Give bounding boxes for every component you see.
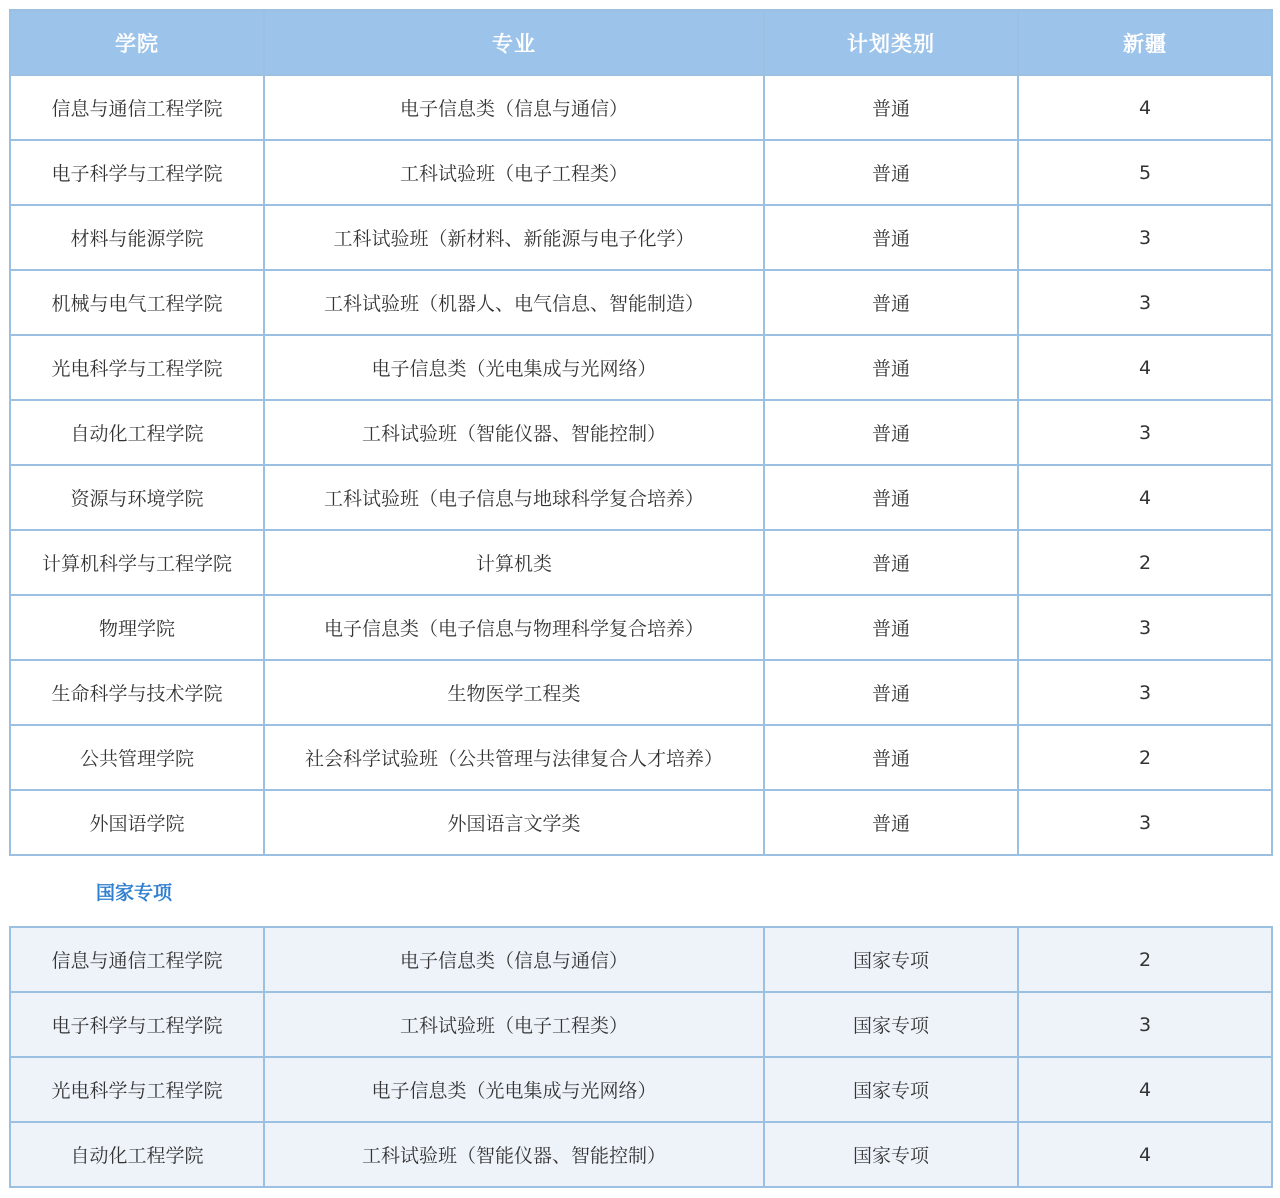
major-cell: 电子信息类（光电集成与光网络） <box>264 1057 764 1122</box>
special-enrollment-table <box>9 926 1273 1188</box>
count-cell: 3 <box>1018 660 1272 725</box>
table-row <box>10 270 1272 335</box>
count-cell: 2 <box>1018 725 1272 790</box>
major-cell: 社会科学试验班（公共管理与法律复合人才培养） <box>264 725 764 790</box>
college-cell: 材料与能源学院 <box>10 205 264 270</box>
major-cell: 生物医学工程类 <box>264 660 764 725</box>
major-cell: 工科试验班（机器人、电气信息、智能制造） <box>264 270 764 335</box>
major-cell: 电子信息类（光电集成与光网络） <box>264 335 764 400</box>
plan-type-cell: 国家专项 <box>764 1122 1018 1187</box>
count-cell: 2 <box>1018 927 1272 992</box>
table-row <box>10 790 1272 855</box>
major-cell: 工科试验班（新材料、新能源与电子化学） <box>264 205 764 270</box>
table-row <box>10 595 1272 660</box>
count-cell: 3 <box>1018 400 1272 465</box>
enrollment-table <box>9 9 1273 856</box>
header-xinjiang: 新疆 <box>1018 10 1272 75</box>
count-cell: 4 <box>1018 75 1272 140</box>
college-cell: 光电科学与工程学院 <box>10 335 264 400</box>
major-cell: 电子信息类（信息与通信） <box>264 927 764 992</box>
major-cell: 工科试验班（电子信息与地球科学复合培养） <box>264 465 764 530</box>
plan-type-cell: 普通 <box>764 270 1018 335</box>
plan-type-cell: 普通 <box>764 660 1018 725</box>
college-cell: 计算机科学与工程学院 <box>10 530 264 595</box>
plan-type-cell: 普通 <box>764 75 1018 140</box>
plan-type-cell: 普通 <box>764 790 1018 855</box>
count-cell: 5 <box>1018 140 1272 205</box>
college-cell: 自动化工程学院 <box>10 400 264 465</box>
table-header-row <box>10 10 1272 75</box>
table-row <box>10 725 1272 790</box>
plan-type-cell: 普通 <box>764 595 1018 660</box>
count-cell: 3 <box>1018 595 1272 660</box>
table-row <box>10 1122 1272 1187</box>
major-cell: 电子信息类（信息与通信） <box>264 75 764 140</box>
count-cell: 2 <box>1018 530 1272 595</box>
table-row <box>10 1057 1272 1122</box>
plan-type-cell: 国家专项 <box>764 927 1018 992</box>
plan-type-cell: 普通 <box>764 725 1018 790</box>
college-cell: 生命科学与技术学院 <box>10 660 264 725</box>
count-cell: 3 <box>1018 270 1272 335</box>
plan-type-cell: 普通 <box>764 140 1018 205</box>
college-cell: 外国语学院 <box>10 790 264 855</box>
college-cell: 信息与通信工程学院 <box>10 75 264 140</box>
special-section-label: 国家专项 <box>96 882 173 904</box>
table-row <box>10 75 1272 140</box>
plan-type-cell: 国家专项 <box>764 992 1018 1057</box>
college-cell: 自动化工程学院 <box>10 1122 264 1187</box>
count-cell: 3 <box>1018 205 1272 270</box>
table-row <box>10 465 1272 530</box>
plan-type-cell: 普通 <box>764 530 1018 595</box>
count-cell: 4 <box>1018 1122 1272 1187</box>
header-plan-type: 计划类别 <box>764 10 1018 75</box>
major-cell: 工科试验班（智能仪器、智能控制） <box>264 400 764 465</box>
college-cell: 公共管理学院 <box>10 725 264 790</box>
table-row <box>10 992 1272 1057</box>
plan-type-cell: 国家专项 <box>764 1057 1018 1122</box>
table-row <box>10 205 1272 270</box>
college-cell: 电子科学与工程学院 <box>10 992 264 1057</box>
plan-type-cell: 普通 <box>764 465 1018 530</box>
major-cell: 工科试验班（智能仪器、智能控制） <box>264 1122 764 1187</box>
college-cell: 光电科学与工程学院 <box>10 1057 264 1122</box>
count-cell: 4 <box>1018 465 1272 530</box>
count-cell: 4 <box>1018 1057 1272 1122</box>
college-cell: 电子科学与工程学院 <box>10 140 264 205</box>
count-cell: 3 <box>1018 992 1272 1057</box>
table-row <box>10 660 1272 725</box>
table-row <box>10 140 1272 205</box>
count-cell: 4 <box>1018 335 1272 400</box>
table-row <box>10 530 1272 595</box>
college-cell: 机械与电气工程学院 <box>10 270 264 335</box>
major-cell: 外国语言文学类 <box>264 790 764 855</box>
college-cell: 资源与环境学院 <box>10 465 264 530</box>
college-cell: 物理学院 <box>10 595 264 660</box>
plan-type-cell: 普通 <box>764 335 1018 400</box>
major-cell: 工科试验班（电子工程类） <box>264 992 764 1057</box>
count-cell: 3 <box>1018 790 1272 855</box>
table-row <box>10 927 1272 992</box>
table-row <box>10 400 1272 465</box>
table-row <box>10 335 1272 400</box>
major-cell: 工科试验班（电子工程类） <box>264 140 764 205</box>
plan-type-cell: 普通 <box>764 400 1018 465</box>
major-cell: 电子信息类（电子信息与物理科学复合培养） <box>264 595 764 660</box>
plan-type-cell: 普通 <box>764 205 1018 270</box>
major-cell: 计算机类 <box>264 530 764 595</box>
header-major: 专业 <box>264 10 764 75</box>
college-cell: 信息与通信工程学院 <box>10 927 264 992</box>
header-college: 学院 <box>10 10 264 75</box>
